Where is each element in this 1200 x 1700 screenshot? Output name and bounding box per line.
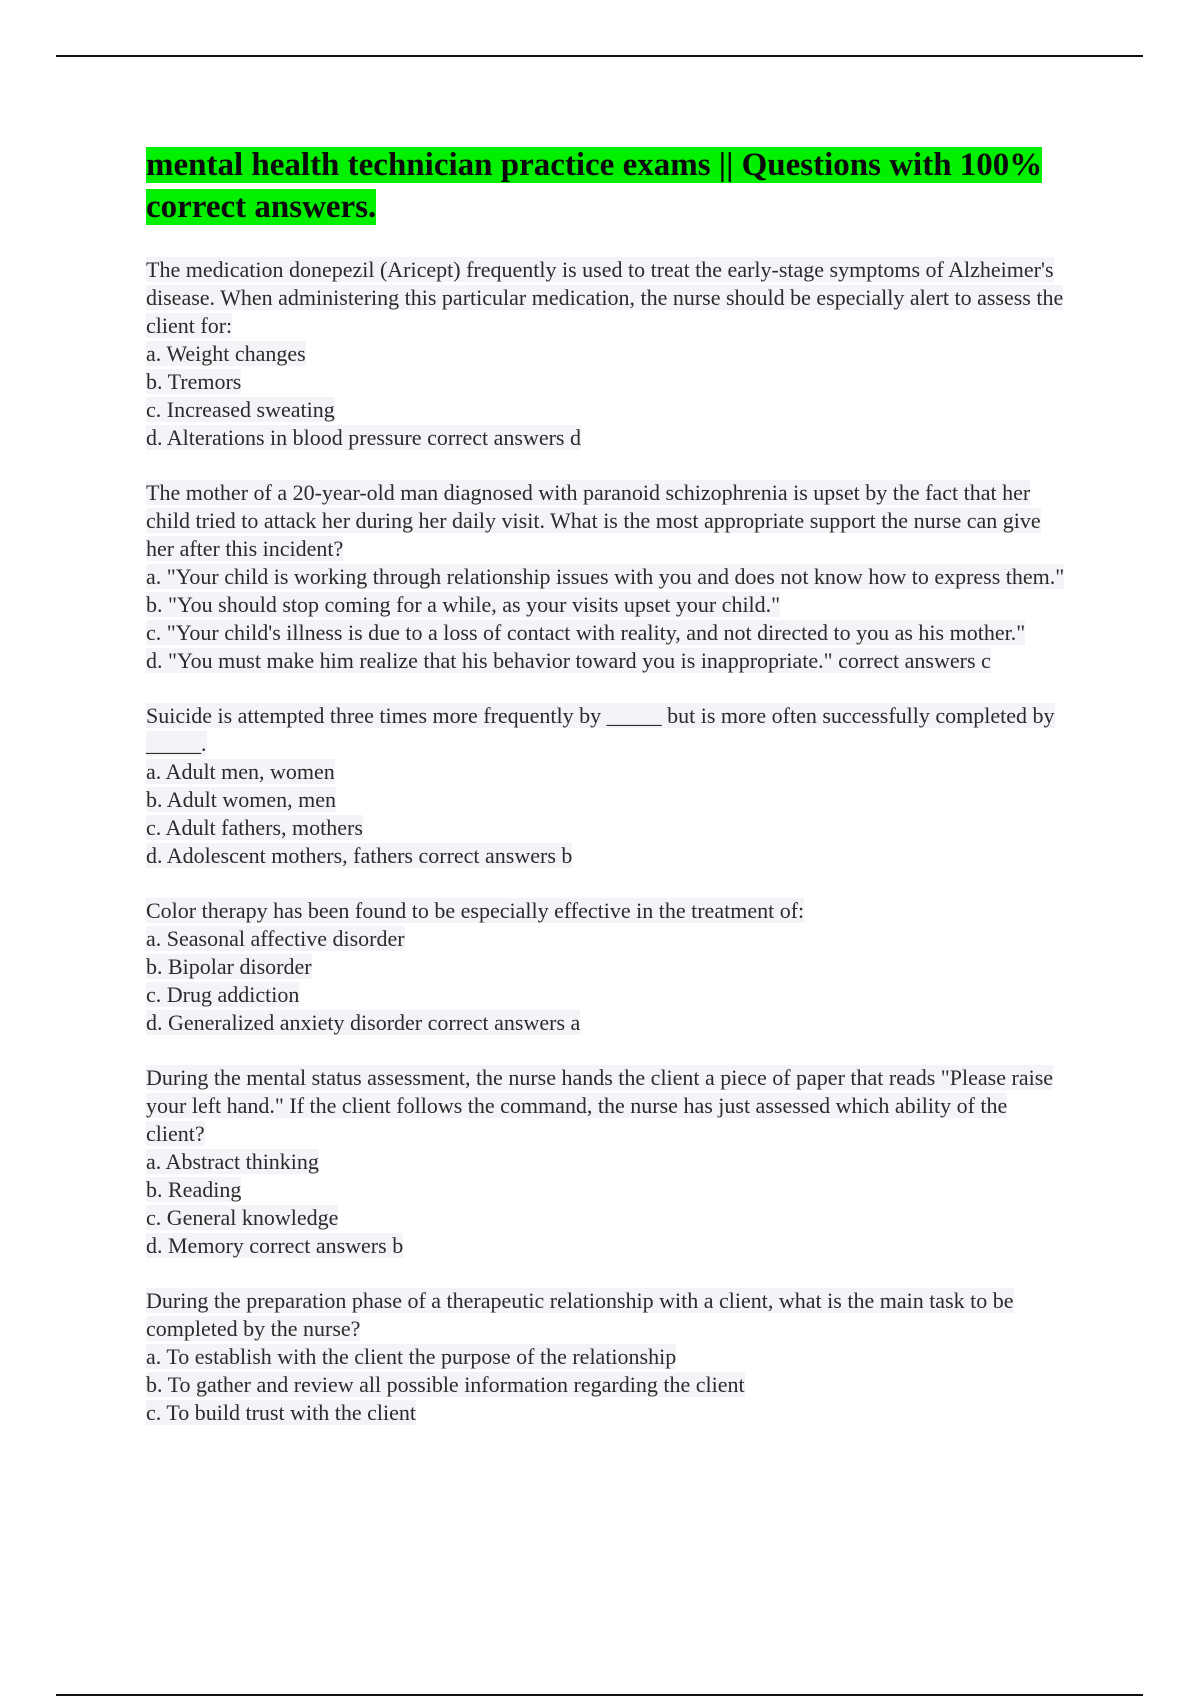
page-bottom-rule xyxy=(56,1694,1143,1696)
document-title xyxy=(146,144,1066,228)
answer-option xyxy=(146,953,1066,981)
answer-option-text: b. "You should stop coming for a while, as your visits upset your child." xyxy=(146,592,781,617)
answer-option xyxy=(146,424,1066,452)
question-stem xyxy=(146,1287,1066,1343)
answer-option xyxy=(146,1399,1066,1427)
answer-option xyxy=(146,340,1066,368)
question-5 xyxy=(146,1064,1066,1260)
question-2 xyxy=(146,479,1066,675)
question-stem xyxy=(146,256,1066,340)
answer-option-text: b. To gather and review all possible information regarding the client xyxy=(146,1372,745,1397)
answer-option-text: a. Seasonal affective disorder xyxy=(146,926,405,951)
answer-option xyxy=(146,1009,1066,1037)
document-body xyxy=(146,144,1066,1454)
answer-option xyxy=(146,396,1066,424)
answer-option xyxy=(146,1176,1066,1204)
answer-option-text: d. Generalized anxiety disorder correct answers a xyxy=(146,1010,581,1035)
question-stem xyxy=(146,479,1066,563)
answer-option xyxy=(146,591,1066,619)
question-stem-text: The mother of a 20-year-old man diagnosed with paranoid schizophrenia is upset by the fact that her child tried to attack her during her daily visit. What is the most appropriate support the nurse can give her after this incident? xyxy=(146,480,1041,561)
question-6 xyxy=(146,1287,1066,1427)
answer-option xyxy=(146,981,1066,1009)
answer-option xyxy=(146,368,1066,396)
answer-option-text: d. Adolescent mothers, fathers correct answers b xyxy=(146,843,573,868)
answer-option xyxy=(146,1148,1066,1176)
question-stem xyxy=(146,702,1066,758)
question-4 xyxy=(146,897,1066,1037)
answer-option xyxy=(146,925,1066,953)
answer-option xyxy=(146,1232,1066,1260)
answer-option xyxy=(146,758,1066,786)
document-title-text: mental health technician practice exams || Questions with 100% correct answers. xyxy=(146,147,1043,225)
answer-option-text: a. Adult men, women xyxy=(146,759,335,784)
question-1 xyxy=(146,256,1066,452)
answer-option-text: c. General knowledge xyxy=(146,1205,339,1230)
question-stem-text: During the mental status assessment, the nurse hands the client a piece of paper that reads "Please raise your left hand." If the client follows the command, the nurse has just assessed which ability of the client? xyxy=(146,1065,1054,1146)
answer-option-text: b. Tremors xyxy=(146,369,242,394)
answer-option-text: d. Alterations in blood pressure correct answers d xyxy=(146,425,581,450)
answer-option-text: c. Adult fathers, mothers xyxy=(146,815,363,840)
answer-option-text: a. "Your child is working through relationship issues with you and does not know how to express them." xyxy=(146,564,1065,589)
answer-option xyxy=(146,786,1066,814)
question-stem-text: During the preparation phase of a therapeutic relationship with a client, what is the main task to be completed by the nurse? xyxy=(146,1288,1014,1341)
answer-option xyxy=(146,814,1066,842)
question-3 xyxy=(146,702,1066,870)
answer-option-text: c. Increased sweating xyxy=(146,397,335,422)
answer-option xyxy=(146,1371,1066,1399)
answer-option-text: c. "Your child's illness is due to a loss of contact with reality, and not directed to you as his mother." xyxy=(146,620,1026,645)
answer-option xyxy=(146,1204,1066,1232)
answer-option xyxy=(146,647,1066,675)
answer-option xyxy=(146,619,1066,647)
answer-option xyxy=(146,1343,1066,1371)
page-top-rule xyxy=(56,55,1143,57)
answer-option-text: b. Adult women, men xyxy=(146,787,337,812)
answer-option-text: a. To establish with the client the purpose of the relationship xyxy=(146,1344,677,1369)
question-stem xyxy=(146,1064,1066,1148)
answer-option-text: a. Abstract thinking xyxy=(146,1149,319,1174)
answer-option-text: d. "You must make him realize that his behavior toward you is inappropriate." correct answers c xyxy=(146,648,991,673)
question-stem xyxy=(146,897,1066,925)
answer-option xyxy=(146,563,1066,591)
question-stem-text: Suicide is attempted three times more frequently by _____ but is more often successfully completed by _____. xyxy=(146,703,1055,756)
question-stem-text: Color therapy has been found to be especially effective in the treatment of: xyxy=(146,898,805,923)
answer-option xyxy=(146,842,1066,870)
answer-option-text: c. To build trust with the client xyxy=(146,1400,416,1425)
answer-option-text: d. Memory correct answers b xyxy=(146,1233,404,1258)
answer-option-text: c. Drug addiction xyxy=(146,982,300,1007)
answer-option-text: a. Weight changes xyxy=(146,341,306,366)
answer-option-text: b. Bipolar disorder xyxy=(146,954,312,979)
answer-option-text: b. Reading xyxy=(146,1177,242,1202)
question-stem-text: The medication donepezil (Aricept) frequently is used to treat the early-stage symptoms of Alzheimer's disease. When administering this particular medication, the nurse should be especially alert to assess the client for: xyxy=(146,257,1064,338)
